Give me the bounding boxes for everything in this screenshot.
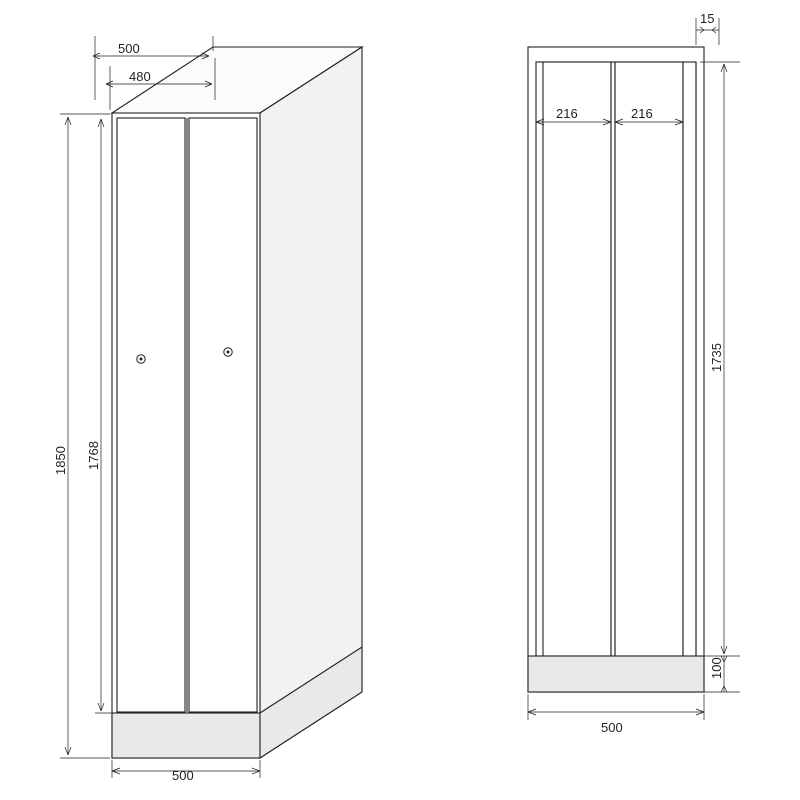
dim-width-bottom-label: 500 — [172, 768, 194, 783]
dim-depth-outer-label: 500 — [118, 41, 140, 56]
lock-right[interactable] — [224, 348, 232, 356]
door-left[interactable] — [117, 118, 185, 712]
front-view — [528, 11, 740, 735]
isometric-view — [53, 36, 362, 783]
dim-height-door-label: 1768 — [86, 441, 101, 470]
dim-base-height — [704, 656, 740, 692]
cabinet-side-face — [260, 47, 362, 758]
cabinet-base-front — [112, 713, 260, 758]
dim-front-door-height-label: 1735 — [709, 343, 724, 372]
dim-front-width-label: 500 — [601, 720, 623, 735]
dim-height-total — [53, 114, 110, 758]
front-door-left[interactable] — [543, 62, 611, 656]
dim-top-gap — [696, 11, 719, 45]
dim-width-bottom — [112, 760, 260, 783]
dim-front-width — [528, 694, 704, 735]
dim-front-door-height — [700, 62, 740, 656]
lock-left[interactable] — [137, 355, 145, 363]
door-right[interactable] — [189, 118, 257, 712]
dim-door-left-label: 216 — [556, 106, 578, 121]
front-base — [528, 656, 704, 692]
dim-height-total-label: 1850 — [53, 446, 68, 475]
dim-base-height-label: 100 — [709, 657, 724, 679]
front-door-right[interactable] — [615, 62, 683, 656]
dim-depth-inner-label: 480 — [129, 69, 151, 84]
dim-door-right-label: 216 — [631, 106, 653, 121]
dim-top-gap-label: 15 — [700, 11, 715, 26]
